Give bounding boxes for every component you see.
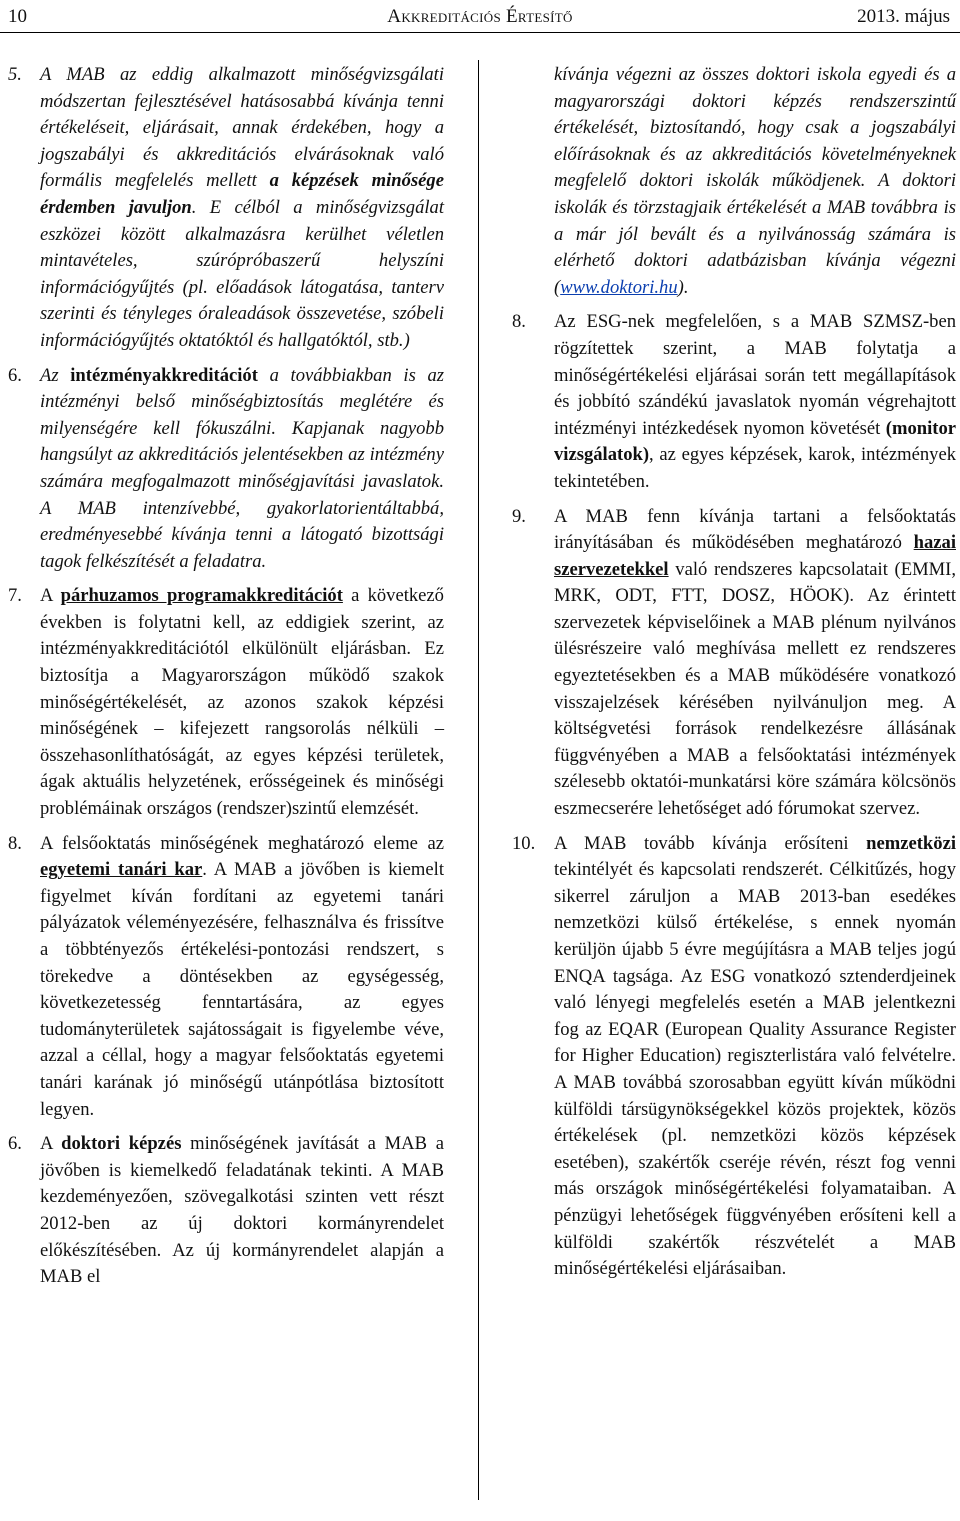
item-text xyxy=(554,62,956,301)
item-text xyxy=(40,62,444,355)
text-run: A MAB fenn kívánja tartani a felsőoktatás irányításában és működésében meghatározó xyxy=(554,505,956,554)
item-number: 7. xyxy=(8,585,22,607)
text-run: Az ESG-nek megfelelően, s a MAB SZMSZ-ben rögzítettek szerint, a MAB folytatja a minőségértékelési eljárásai során tett megállapítások és jobbító szándékú javaslatok nyomán végrehajtott intézményi intézkedések nyomon követését xyxy=(554,311,956,439)
item-text xyxy=(40,831,444,1124)
list-item-7 xyxy=(8,583,444,822)
text-run: . A MAB a jövőben is kiemelt figyelmet kíván fordítani az egyetemi tanári pályázatok véleményezésére, felhasználva és frissítve a többtényezős értékelési-pontozási rendszert, s törekedve a döntésekben az egységesség, következetesség fenntartására, az egyes tudományterületek sajátosságait is figyelembe véve, azzal a céllal, hogy a magyar felsőoktatás egyetemi tanári karának jó minőségű utánpótlása biztosított legyen. xyxy=(40,859,444,1120)
list-item-6-doctoral xyxy=(8,1131,444,1291)
emphasis-text: (monitor vizsgálatok) xyxy=(554,417,956,466)
item-number: 6. xyxy=(8,364,22,386)
item-number: 10. xyxy=(512,832,536,854)
item-text xyxy=(554,309,956,495)
running-header xyxy=(0,0,960,32)
item-number: 6. xyxy=(8,1133,22,1155)
item-number: 5. xyxy=(8,64,22,85)
text-run: való rendszeres kapcsolatait (EMMI, MRK, ODT, FTT, DOSZ, HÖOK). Az érintett szervezetek képviselőinek a MAB plénum nyilvános ülésrészeire való meghívása mellett ez rendszeres egyeztetésekben és a MAB működésére vonatkozó visszajelzések kérésében nyilvánuljon meg. A költségvetési források rendelkezésre állásának függvényében a MAB a felsőoktatási intézmények szélesebb oktatói-munkatársi köre számára kölcsönös eszmecserére lehetőséget adó fórumokat szervez. xyxy=(554,558,956,820)
item-text xyxy=(40,1131,444,1291)
text-run: A xyxy=(40,1133,62,1155)
list-item-10 xyxy=(512,831,956,1283)
text-run: , az egyes képzések, karok, intézmények tekintetében. xyxy=(554,444,956,492)
text-run: Az xyxy=(40,364,71,386)
item-text xyxy=(40,583,444,822)
text-run: A MAB tovább kívánja erősíteni xyxy=(554,832,867,854)
item-number: 8. xyxy=(8,832,22,854)
text-run: . E célból a minőségvizsgálat eszközei között alkalmazásra kerülhet véletlen mintavételes, szúrópróbaszerű helyszíni információgyűjtés (pl. előadások látogatása, tanterv szerinti és tényleges óraleadások összevetése, szóbeli információgyűjtés oktatóktól és hallgatóktól, stb.) xyxy=(40,196,444,351)
text-run: a továbbiakban is az intézményi belső minőségbiztosítás meglétére és milyenségére kell fókuszálni. xyxy=(40,364,444,439)
issue-date: 2013. május xyxy=(857,6,950,27)
doktori-link[interactable]: www.doktori.hu xyxy=(560,276,678,298)
list-item-8 xyxy=(8,831,444,1124)
text-run: ). xyxy=(677,276,689,298)
journal-title: Akkreditációs Értesítő xyxy=(387,6,573,27)
text-run: a következő években is folytatni kell, az eddigiek szerint, az intézményakkreditációtól elkülönült eljárásban. Ez biztosítja a Magyarországon működő szakok minőségértékelését, az azonos szakok képzési minőségének – kifejezett rangsorolás nélküli – összehasonlíthatóságát, az egyes képzési területek, ágak aktuális helyzetének, erősségeinek és minőségi problémáinak országos (rendszer)szintű elemzését. xyxy=(40,585,444,820)
header-rule xyxy=(0,32,960,33)
text-run: kívánja végezni az összes doktori iskola egyedi és a magyarországi doktori képzés rendszerszintű értékelését, biztosítandó, hogy csak a jogszabályi előírásoknak és az akkreditációs követelményeknek megfelelő doktori iskolák működjenek. A doktori iskolák és törzstagjaik értékelését a MAB továbbra is a már jól bevált és a nyilvánosság számára is elérhető doktori adatbázisban kívánja végezni ( xyxy=(554,64,956,298)
emphasis-text: hazai szervezetekkel xyxy=(554,532,956,580)
item-number: 8. xyxy=(512,311,526,333)
left-column xyxy=(8,62,444,1299)
column-divider xyxy=(478,60,479,1500)
item-number: 9. xyxy=(512,505,526,527)
text-run: A xyxy=(40,585,61,607)
emphasis-text: intézményakkreditációt xyxy=(70,364,258,386)
list-item-5 xyxy=(8,62,444,355)
emphasis-text: doktori képzés xyxy=(61,1133,182,1155)
item-text xyxy=(554,504,956,823)
continued-paragraph xyxy=(512,62,956,301)
list-item-6 xyxy=(8,363,444,576)
list-item-9 xyxy=(512,504,956,823)
list-item-8-esg xyxy=(512,309,956,495)
text-run: Kapjanak nagyobb hangsúlyt az akkreditációs jelentésekben az intézmény számára megfogalmazott minőségjavítási javaslatok. A MAB intenzívebbé, gyakorlatorientáltabbá, eredményesebbé kívánja tenni a látogató bizottsági tagok felkészítését a feladatra. xyxy=(40,417,445,572)
text-run: A felsőoktatás minőségének meghatározó eleme az xyxy=(40,832,444,854)
emphasis-text: párhuzamos programakkreditációt xyxy=(60,585,343,607)
text-run: tekintélyét és kapcsolati rendszerét. Célkitűzés, hogy sikerrel záruljon a MAB 2013-ban esedékes nemzetközi külső értékelése, s ennek nyomán kerüljön újabb 5 évre megújításra a MAB teljes jogú ENQA tagsága. Az ESG vonatkozó sztenderdjeinek való lényegi megfelelés esetén a MAB jelentkezni fog az EQAR (European Quality Assurance Register for Higher Education) regiszterlistára való felvételre. A MAB továbbá szorosabban együtt kíván működni külföldi társügynökségekkel közös projektek, közös értékelések (pl. nemzetközi közös képzések esetében), szakértők cseréje révén, részt fog venni más országok minőségértékelési folyamataiban. A pénzügyi lehetőségek függvényében erősíteni kell a külföldi szakértők részvételét a MAB minőségértékelési eljárásaiban. xyxy=(554,859,956,1280)
item-text xyxy=(554,831,956,1283)
emphasis-text: a képzések minősége érdemben javuljon xyxy=(40,170,444,218)
emphasis-text: egyetemi tanári kar xyxy=(40,859,203,881)
emphasis-text: nemzetközi xyxy=(866,832,956,854)
text-run: A MAB az eddig alkalmazott minőségvizsgálati módszertan fejlesztésével hatásosabbá kívánja tenni értékeléseit, eljárásait, annak érdekében, hogy a jogszabályi és akkreditációs elvárásoknak való formális megfelelés mellett xyxy=(40,64,444,192)
page-number: 10 xyxy=(8,6,27,27)
right-column xyxy=(512,62,956,1291)
item-text xyxy=(40,363,444,576)
text-run: minőségének javítását a MAB a jövőben is kiemelkedő feladatának tekinti. A MAB kezdeményezően, szövegalkotási szinten vett részt 2012-ben az új doktori kormányrendelet előkészítésében. Az új kormányrendelet alapján a MAB el xyxy=(40,1133,444,1288)
